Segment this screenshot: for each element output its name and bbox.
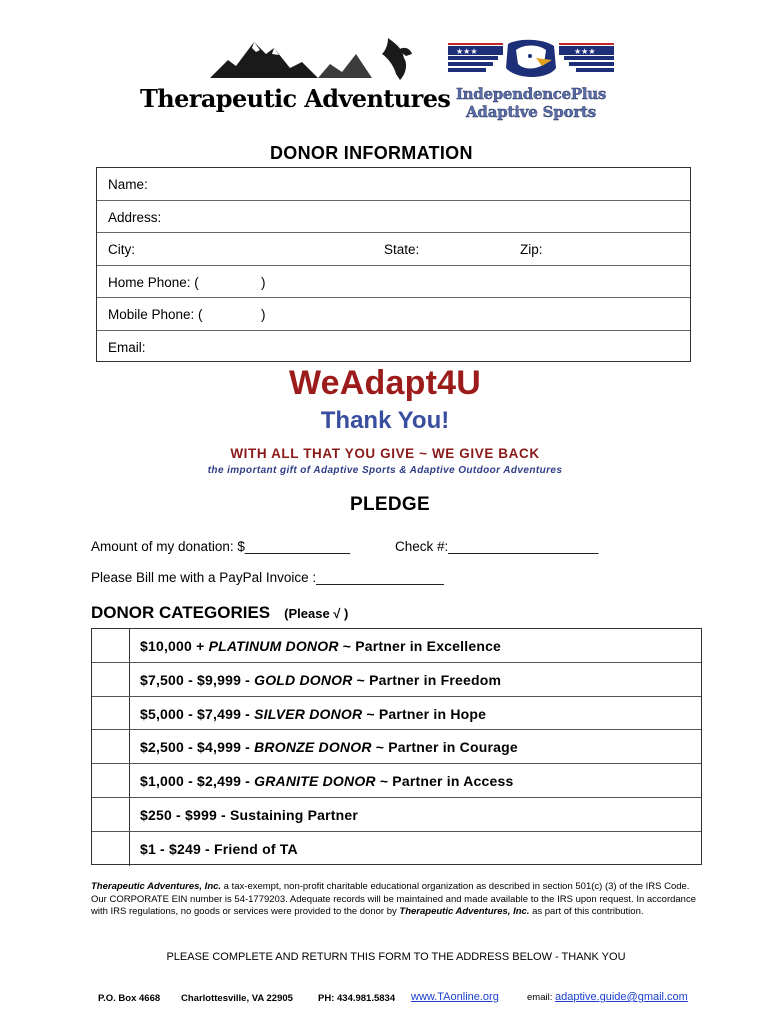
svg-text:★★★: ★★★ [574,47,596,56]
website-link[interactable]: www.TAonline.org [411,991,499,1003]
category-row-gold [92,663,701,697]
category-checkbox[interactable] [92,730,130,763]
category-label: $250 - $999 - Sustaining Partner [140,807,359,823]
category-row-platinum [92,629,701,663]
category-label: $5,000 - $7,499 - SILVER DONOR ~ Partner in Hope [140,705,487,722]
category-label: $10,000 + PLATINUM DONOR ~ Partner in Excellence [140,638,502,654]
home-phone-field[interactable] [97,266,690,299]
category-row-silver [92,697,701,731]
mobile-phone-field[interactable] [97,298,690,331]
thank-you-heading: Thank You! [320,407,450,434]
please-check-note: (Please √ ) [284,606,349,621]
address-field[interactable] [97,201,690,234]
donor-categories-table [91,628,702,865]
city-label: City: [108,242,135,257]
footer-po-box: P.O. Box 4668 [98,993,161,1004]
category-label: $7,500 - $9,999 - GOLD DONOR ~ Partner in Freedom [140,671,502,688]
category-row-sustaining [92,798,701,832]
email-link[interactable]: adaptive.guide@gmail.com [554,991,688,1003]
adaptive-sports-subtagline: the important gift of Adaptive Sports & Adaptive Outdoor Adventures [207,465,563,476]
address-label: Address: [108,209,162,225]
ip-logo-line1: IndependencePlus [455,85,607,103]
independence-plus-logo [446,38,616,123]
donor-information-title: DONOR INFORMATION [270,143,473,163]
home-phone-paren: ) [261,274,266,290]
category-checkbox[interactable] [92,629,130,662]
email-field[interactable] [97,331,690,364]
donor-information-form [96,167,691,362]
category-checkbox[interactable] [92,697,130,730]
category-row-friend [92,832,701,866]
check-number-field[interactable]: Check #:____________________ [395,539,599,554]
category-row-bronze [92,730,701,764]
footer-website [411,991,499,1003]
tax-disclaimer: Therapeutic Adventures, Inc. a tax-exempt, non-profit charitable educational organization as described in section 501(c) (3) of the IRS Code. Our CORPORATE EIN number is 54-1779203. Adequate records will be maintained and made available to the IRS upon request. In accordance with IRS regulations, no goods or services were provided to the donor by Therapeutic Adventures, Inc. as part of this contribution. [91,881,696,917]
mobile-phone-paren: ) [261,307,266,322]
state-label: State: [384,242,420,257]
category-checkbox[interactable] [92,832,130,866]
home-phone-label: Home Phone: ( [108,274,199,290]
category-checkbox[interactable] [92,764,130,797]
give-back-tagline: WITH ALL THAT YOU GIVE ~ WE GIVE BACK [230,446,540,461]
category-checkbox[interactable] [92,663,130,696]
donation-amount-field[interactable]: Amount of my donation: $______________ [91,539,350,554]
eagle-stars-icon [446,38,616,88]
mountains-eagle-icon [210,34,430,86]
donor-categories-heading: DONOR CATEGORIES [91,603,271,622]
paypal-invoice-field[interactable]: Please Bill me with a PayPal Invoice :_________________ [91,570,444,585]
city-state-zip-field[interactable] [97,233,690,266]
footer-city: Charlottesville, VA 22905 [181,993,293,1004]
therapeutic-adventures-logo [140,34,451,114]
name-label: Name: [108,177,148,192]
weadapt4u-headline: WeAdapt4U [289,364,481,402]
name-field[interactable] [97,168,690,201]
zip-label: Zip: [520,242,543,257]
ta-logo-name: Therapeutic Adventures [140,84,451,113]
email-label: Email: [108,339,146,355]
donor-categories-title [91,603,348,623]
email-prefix: email: [527,992,553,1003]
footer-email [527,991,688,1003]
pledge-title: PLEDGE [350,494,430,515]
category-row-granite [92,764,701,798]
svg-text:★★★: ★★★ [456,47,478,56]
category-label: $1 - $249 - Friend of TA [140,840,298,857]
ip-logo-line2: Adaptive Sports [465,103,597,121]
category-label: $2,500 - $4,999 - BRONZE DONOR ~ Partner in Courage [140,739,518,756]
category-checkbox[interactable] [92,798,130,831]
mobile-phone-label: Mobile Phone: ( [108,307,203,322]
return-form-note: PLEASE COMPLETE AND RETURN THIS FORM TO THE ADDRESS BELOW - THANK YOU [166,951,626,963]
category-label: $1,000 - $2,499 - GRANITE DONOR ~ Partner in Access [140,773,514,790]
footer-phone: PH: 434.981.5834 [318,993,396,1004]
